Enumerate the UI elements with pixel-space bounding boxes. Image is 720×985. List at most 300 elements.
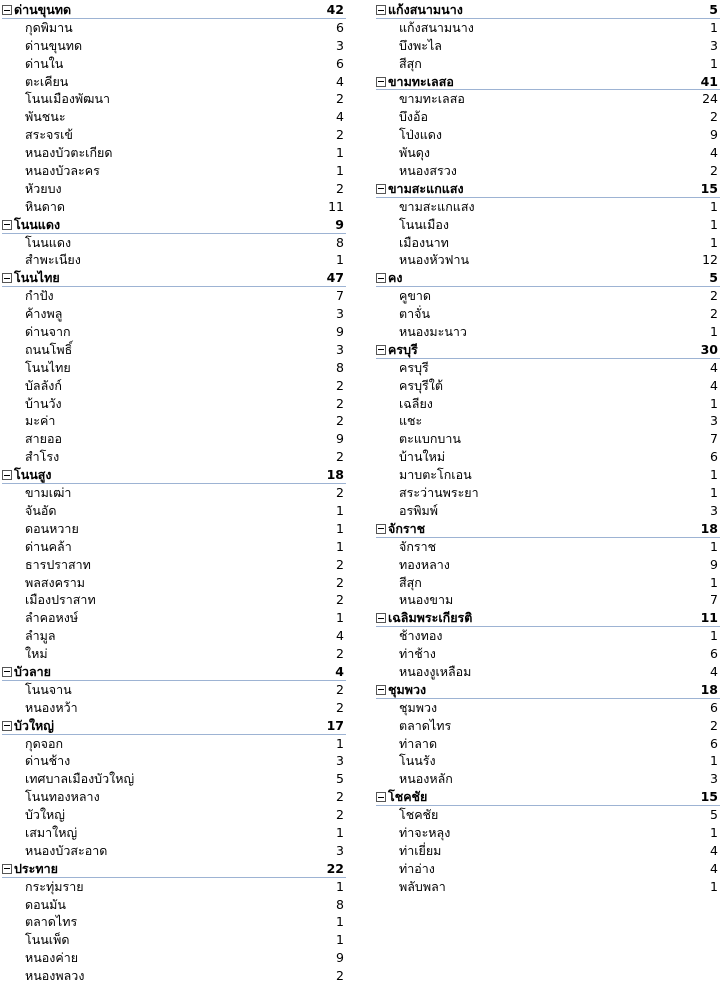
item-row: [376, 395, 720, 413]
item-row: [2, 520, 346, 538]
item-row: [2, 198, 346, 216]
item-count: 1: [336, 538, 344, 554]
item-count: 24: [702, 91, 718, 107]
item-row: [2, 484, 346, 502]
collapse-minus-icon[interactable]: [2, 721, 12, 731]
collapse-minus-icon[interactable]: [2, 470, 12, 480]
item-name: สีสุก: [399, 55, 422, 71]
item-count: 3: [336, 842, 344, 858]
item-row: [376, 663, 720, 681]
item-count: 1: [710, 485, 718, 501]
item-row: [2, 538, 346, 556]
item-row: [2, 896, 346, 914]
item-name: กำปัง: [25, 288, 54, 304]
group-header-row: [376, 609, 720, 627]
item-row: [376, 412, 720, 430]
item-count: 8: [336, 896, 344, 912]
group-name: แก้งสนามนาง: [388, 2, 463, 17]
item-name: ขามสะแกแสง: [399, 198, 475, 214]
item-count: 8: [336, 234, 344, 250]
item-row: [376, 162, 720, 180]
item-count: 5: [336, 771, 344, 787]
group-total: 30: [700, 341, 718, 357]
item-count: 2: [710, 109, 718, 125]
item-row: [2, 913, 346, 931]
item-row: [376, 806, 720, 824]
item-count: 2: [336, 413, 344, 429]
item-name: เฉลียง: [399, 395, 433, 411]
group-total: 42: [326, 2, 344, 17]
item-row: [376, 323, 720, 341]
item-name: ลำมูล: [25, 628, 56, 644]
item-count: 2: [710, 717, 718, 733]
collapse-minus-icon[interactable]: [376, 345, 386, 355]
item-name: ค้างพลู: [25, 306, 63, 322]
item-row: [2, 502, 346, 520]
item-row: [2, 234, 346, 252]
item-row: [376, 234, 720, 252]
item-name: ครบุรีใต้: [399, 377, 443, 393]
item-name: ช้างทอง: [399, 628, 443, 644]
item-name: สำโรง: [25, 449, 60, 465]
item-count: 1: [710, 55, 718, 71]
collapse-minus-icon[interactable]: [376, 77, 386, 87]
group-name: เฉลิมพระเกียรติ: [388, 610, 473, 626]
item-name: ด่านคล้า: [25, 538, 72, 554]
item-count: 6: [710, 646, 718, 662]
item-count: 1: [710, 198, 718, 214]
item-count: 3: [336, 306, 344, 322]
item-row: [376, 144, 720, 162]
item-name: หนองบัวละคร: [25, 163, 100, 179]
collapse-minus-icon[interactable]: [2, 864, 12, 874]
item-count: 1: [336, 932, 344, 948]
item-name: โนนทองหลาง: [25, 789, 100, 805]
item-name: โนนเพ็ด: [25, 932, 70, 948]
item-count: 2: [336, 789, 344, 805]
collapse-minus-icon[interactable]: [376, 273, 386, 283]
item-name: ลำคอหงษ์: [25, 610, 79, 626]
item-count: 4: [710, 359, 718, 375]
item-row: [2, 806, 346, 824]
item-row: [376, 216, 720, 234]
item-name: ด่านใน: [25, 55, 64, 71]
item-row: [376, 305, 720, 323]
item-name: โนนจาน: [25, 681, 72, 697]
item-count: 2: [336, 180, 344, 196]
group-header-row: [376, 180, 720, 198]
item-row: [376, 735, 720, 753]
item-name: ธารปราสาท: [25, 556, 91, 572]
item-row: [2, 305, 346, 323]
group-total: 11: [700, 610, 718, 626]
item-row: [376, 878, 720, 896]
item-count: 1: [336, 914, 344, 930]
item-count: 11: [328, 198, 344, 214]
item-name: ท่าช้าง: [399, 646, 436, 662]
item-row: [376, 251, 720, 269]
group-name: โนนสูง: [14, 467, 52, 483]
item-count: 4: [710, 145, 718, 161]
item-row: [2, 627, 346, 645]
item-count: 1: [336, 145, 344, 161]
item-name: สายออ: [25, 431, 62, 447]
item-name: โป่งแดง: [399, 127, 443, 143]
item-name: เสมาใหญ่: [25, 824, 78, 840]
item-name: พลับพลา: [399, 878, 446, 894]
item-count: 1: [336, 502, 344, 518]
item-count: 9: [710, 127, 718, 143]
item-count: 6: [710, 735, 718, 751]
group-total: 15: [700, 789, 718, 805]
item-count: 1: [710, 234, 718, 250]
item-name: เทศบาลเมืองบัวใหญ่: [25, 771, 135, 787]
item-row: [2, 287, 346, 305]
item-row: [2, 395, 346, 413]
item-row: [2, 842, 346, 860]
group-total: 18: [700, 681, 718, 697]
item-count: 4: [336, 109, 344, 125]
item-name: คูขาด: [399, 288, 432, 304]
item-name: ท่าจะหลุง: [399, 824, 451, 840]
item-name: สระว่านพระยา: [399, 485, 479, 501]
item-count: 3: [336, 753, 344, 769]
collapse-minus-icon[interactable]: [376, 5, 386, 15]
item-count: 2: [336, 395, 344, 411]
item-count: 2: [336, 646, 344, 662]
collapse-minus-icon[interactable]: [2, 5, 12, 15]
item-name: ท่าอ่าง: [399, 860, 435, 876]
item-row: [376, 19, 720, 37]
group-total: 5: [709, 2, 718, 17]
group-header-row: [376, 73, 720, 91]
item-name: สำพะเนียง: [25, 252, 81, 268]
collapse-minus-icon[interactable]: [376, 524, 386, 534]
item-name: บ้านใหม่: [399, 449, 446, 465]
item-count: 6: [710, 699, 718, 715]
group-header-row: [376, 341, 720, 359]
group-total: 5: [709, 270, 718, 286]
group-total: 18: [326, 467, 344, 483]
item-name: ใหม่: [25, 646, 48, 662]
group-header-row: [2, 216, 346, 234]
group-name: โชคชัย: [388, 789, 428, 805]
item-count: 1: [710, 574, 718, 590]
item-row: [2, 788, 346, 806]
item-count: 2: [336, 556, 344, 572]
group-header-row: [2, 717, 346, 735]
item-row: [2, 681, 346, 699]
item-name: บัวใหญ่: [25, 807, 65, 823]
group-total: 9: [335, 216, 344, 232]
item-name: ด่านช้าง: [25, 753, 71, 769]
group-header-row: [2, 663, 346, 681]
item-row: [376, 574, 720, 592]
item-count: 1: [710, 538, 718, 554]
item-row: [376, 752, 720, 770]
item-name: หนองพลวง: [25, 968, 85, 984]
item-name: มาบตะโกเอน: [399, 467, 472, 483]
item-row: [376, 502, 720, 520]
item-name: หนองบัวสะอาด: [25, 842, 108, 858]
item-name: ครบุรี: [399, 359, 429, 375]
item-row: [2, 55, 346, 73]
collapse-minus-icon[interactable]: [376, 184, 386, 194]
item-count: 4: [710, 377, 718, 393]
item-name: จักราช: [399, 538, 437, 554]
item-name: หนองหว้า: [25, 699, 78, 715]
group-name: โนนแดง: [14, 216, 61, 232]
item-name: พันดุง: [399, 145, 431, 161]
item-count: 4: [710, 860, 718, 876]
item-row: [376, 55, 720, 73]
group-name: ประทาย: [14, 860, 58, 876]
item-row: [2, 574, 346, 592]
item-row: [2, 609, 346, 627]
item-count: 3: [710, 502, 718, 518]
item-row: [2, 162, 346, 180]
item-row: [376, 699, 720, 717]
item-name: ถนนโพธิ์: [25, 341, 73, 357]
item-count: 3: [710, 413, 718, 429]
item-name: ด่านขุนทด: [25, 37, 83, 53]
group-total: 22: [326, 860, 344, 876]
item-count: 3: [336, 341, 344, 357]
item-count: 4: [710, 842, 718, 858]
item-row: [376, 37, 720, 55]
item-count: 2: [336, 968, 344, 984]
item-row: [376, 627, 720, 645]
item-name: ตลาดไทร: [25, 914, 78, 930]
item-name: บ้านวัง: [25, 395, 62, 411]
item-name: เมืองปราสาท: [25, 592, 96, 608]
group-total: 18: [700, 520, 718, 536]
item-row: [376, 556, 720, 574]
item-count: 7: [710, 431, 718, 447]
item-row: [2, 126, 346, 144]
item-name: จันอัด: [25, 502, 57, 518]
item-row: [376, 108, 720, 126]
item-row: [2, 412, 346, 430]
item-name: โนนเมืองพัฒนา: [25, 91, 111, 107]
item-count: 1: [710, 753, 718, 769]
item-count: 4: [336, 73, 344, 89]
group-name: บัวใหญ่: [14, 717, 54, 733]
item-count: 1: [336, 824, 344, 840]
item-count: 9: [336, 950, 344, 966]
item-name: ด่านจาก: [25, 324, 71, 340]
item-name: ชุมพวง: [399, 699, 438, 715]
item-row: [2, 770, 346, 788]
item-row: [2, 645, 346, 663]
item-count: 1: [710, 628, 718, 644]
group-header-row: [2, 466, 346, 484]
item-name: พันชนะ: [25, 109, 66, 125]
item-count: 1: [710, 467, 718, 483]
item-row: [376, 287, 720, 305]
item-count: 7: [336, 288, 344, 304]
item-count: 2: [710, 306, 718, 322]
item-count: 2: [336, 574, 344, 590]
item-name: ตะเคียน: [25, 73, 69, 89]
collapse-minus-icon[interactable]: [376, 685, 386, 695]
item-row: [376, 126, 720, 144]
item-count: 3: [710, 771, 718, 787]
item-row: [376, 484, 720, 502]
item-name: ดอนมัน: [25, 896, 66, 912]
item-row: [2, 752, 346, 770]
item-count: 1: [710, 216, 718, 232]
group-total: 4: [335, 663, 344, 679]
item-name: บึงพะไล: [399, 37, 442, 53]
item-name: หินดาด: [25, 198, 66, 214]
item-name: กระทุ่มราย: [25, 878, 84, 894]
group-header-row: [376, 681, 720, 699]
item-count: 1: [710, 324, 718, 340]
item-row: [376, 538, 720, 556]
item-row: [376, 717, 720, 735]
item-count: 1: [710, 19, 718, 35]
group-header-row: [376, 788, 720, 806]
item-count: 2: [336, 449, 344, 465]
item-count: 1: [336, 163, 344, 179]
item-name: ตลาดไทร: [399, 717, 452, 733]
item-count: 2: [336, 485, 344, 501]
item-count: 5: [710, 807, 718, 823]
item-count: 2: [336, 681, 344, 697]
item-count: 1: [336, 252, 344, 268]
item-name: ทองหลาง: [399, 556, 450, 572]
item-row: [2, 931, 346, 949]
item-row: [2, 967, 346, 985]
item-name: หนองสรวง: [399, 163, 457, 179]
item-row: [2, 949, 346, 967]
collapse-minus-icon[interactable]: [2, 667, 12, 677]
group-header-row: [376, 269, 720, 287]
collapse-minus-icon[interactable]: [2, 220, 12, 230]
group-name: จักราช: [388, 520, 426, 536]
item-count: 4: [710, 663, 718, 679]
group-total: 47: [326, 270, 344, 286]
item-count: 2: [336, 127, 344, 143]
collapse-minus-icon[interactable]: [376, 613, 386, 623]
item-name: หนองบัวตะเกียด: [25, 145, 113, 161]
item-row: [2, 323, 346, 341]
item-count: 1: [336, 878, 344, 894]
group-header-row: [2, 1, 346, 19]
group-total: 17: [326, 717, 344, 733]
item-name: แก้งสนามนาง: [399, 19, 474, 35]
group-name: ชุมพวง: [388, 681, 427, 697]
item-name: สระจรเข้: [25, 127, 73, 143]
item-name: บัลลังก์: [25, 377, 62, 393]
item-name: กุดพิมาน: [25, 19, 73, 35]
item-count: 3: [336, 37, 344, 53]
item-row: [376, 860, 720, 878]
item-count: 1: [710, 878, 718, 894]
item-row: [2, 448, 346, 466]
item-row: [2, 377, 346, 395]
item-name: เมืองนาท: [399, 234, 449, 250]
item-name: ขามเฒ่า: [25, 485, 72, 501]
group-total: 41: [700, 73, 718, 89]
item-count: 9: [336, 431, 344, 447]
item-row: [376, 591, 720, 609]
item-name: ตะแบกบาน: [399, 431, 461, 447]
item-name: ท่าลาด: [399, 735, 438, 751]
item-row: [2, 90, 346, 108]
item-row: [2, 824, 346, 842]
group-name: คง: [388, 270, 403, 286]
item-count: 2: [336, 91, 344, 107]
item-name: หนองงูเหลือม: [399, 663, 472, 679]
item-row: [376, 842, 720, 860]
item-count: 12: [702, 252, 718, 268]
pivot-column-right: [376, 1, 720, 896]
item-row: [2, 251, 346, 269]
item-count: 1: [336, 735, 344, 751]
item-row: [376, 466, 720, 484]
item-name: กุดจอก: [25, 735, 64, 751]
item-count: 4: [336, 628, 344, 644]
item-row: [376, 430, 720, 448]
item-count: 2: [336, 807, 344, 823]
group-name: ครบุรี: [388, 341, 418, 357]
item-name: แชะ: [399, 413, 423, 429]
item-row: [376, 377, 720, 395]
collapse-minus-icon[interactable]: [376, 792, 386, 802]
item-count: 6: [710, 449, 718, 465]
item-row: [2, 341, 346, 359]
item-name: ตาจั่น: [399, 306, 431, 322]
item-name: โนนแดง: [25, 234, 72, 250]
item-count: 2: [336, 592, 344, 608]
group-total: 15: [700, 180, 718, 196]
item-name: หนองมะนาว: [399, 324, 467, 340]
item-name: ขามทะเลสอ: [399, 91, 465, 107]
item-name: อรพิมพ์: [399, 502, 438, 518]
item-row: [376, 90, 720, 108]
item-count: 2: [336, 699, 344, 715]
item-row: [2, 359, 346, 377]
group-header-row: [2, 860, 346, 878]
item-count: 8: [336, 359, 344, 375]
item-row: [376, 824, 720, 842]
item-count: 2: [710, 288, 718, 304]
group-name: ขามสะแกแสง: [388, 180, 464, 196]
item-row: [2, 19, 346, 37]
item-row: [2, 591, 346, 609]
group-name: ด่านขุนทด: [14, 2, 72, 17]
item-name: หนองค่าย: [25, 950, 79, 966]
item-row: [2, 144, 346, 162]
item-count: 3: [710, 37, 718, 53]
item-row: [2, 37, 346, 55]
item-name: ท่าเยี่ยม: [399, 842, 442, 858]
item-name: หนองหัวฟาน: [399, 252, 470, 268]
group-header-row: [376, 520, 720, 538]
item-count: 1: [336, 520, 344, 536]
item-row: [2, 735, 346, 753]
group-name: บัวลาย: [14, 663, 51, 679]
group-name: ขามทะเลสอ: [388, 73, 454, 89]
item-name: หัวยบง: [25, 180, 62, 196]
group-name: โนนไทย: [14, 270, 60, 286]
item-name: สีสุก: [399, 574, 422, 590]
item-row: [2, 699, 346, 717]
collapse-minus-icon[interactable]: [2, 273, 12, 283]
item-row: [2, 430, 346, 448]
